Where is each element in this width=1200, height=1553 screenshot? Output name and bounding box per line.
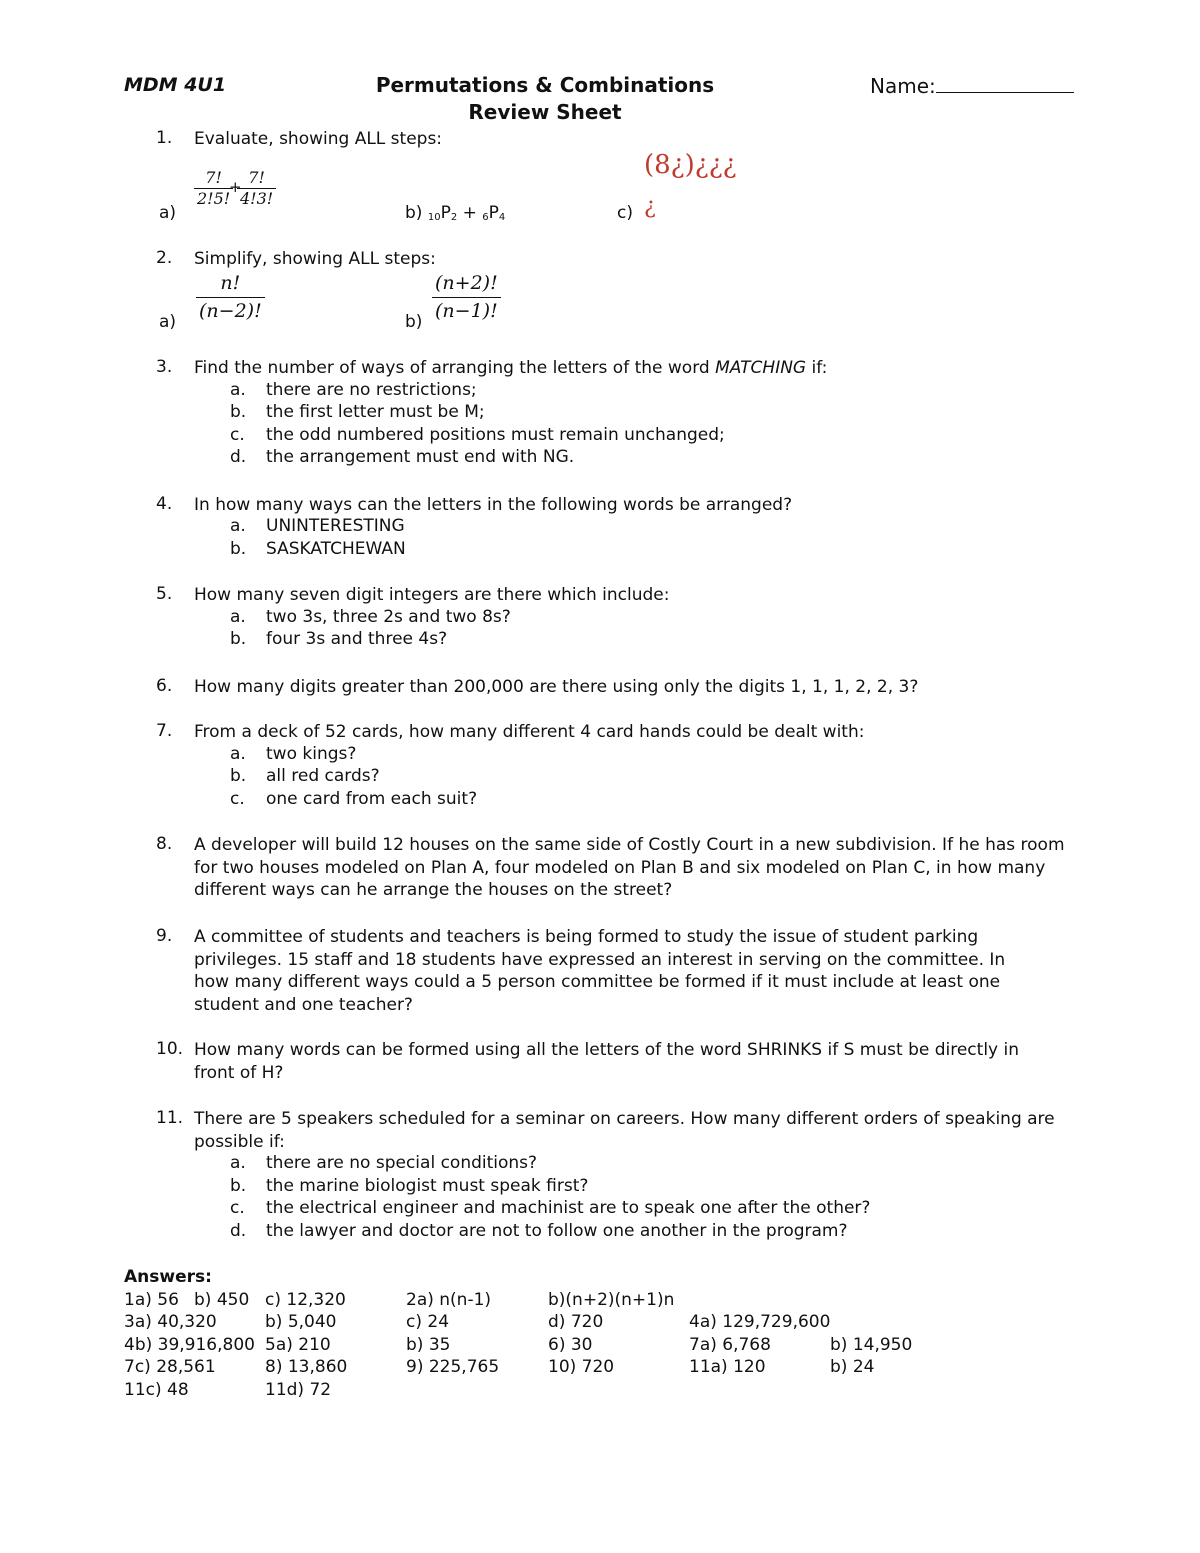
- q3-word: MATCHING: [715, 358, 807, 378]
- q2-b-numerator: (n+2)!: [432, 270, 501, 298]
- answer-cell: b) 14,950: [830, 1335, 913, 1355]
- answer-cell: 2a) n(n-1): [406, 1290, 492, 1310]
- q9-text: A committee of students and teachers is being formed to study the issue of student parking privileges. 15 staff and 18 students have expressed an interest in serving on the committee. In how many different ways could a 5 person committee be formed if it must include at least one student and one teacher?: [194, 927, 1006, 1015]
- answer-cell: 11a) 120: [689, 1357, 766, 1377]
- answer-cell: 7c) 28,561: [124, 1357, 216, 1377]
- answer-cell: 3a) 40,320: [124, 1312, 217, 1332]
- q1-a-frac1-numerator: 7!: [194, 168, 233, 189]
- answer-cell: b) 35: [406, 1335, 451, 1355]
- name-blank-line[interactable]: [936, 74, 1074, 93]
- q3-text-before: Find the number of ways of arranging the letters of the word: [194, 358, 716, 378]
- answer-cell: b) 5,040: [265, 1312, 337, 1332]
- q5-number: 5.: [156, 584, 173, 604]
- q6-text: How many digits greater than 200,000 are there using only the digits 1, 1, 1, 2, 2, 3?: [194, 677, 919, 697]
- name-label: Name:: [870, 74, 936, 98]
- answer-cell: 4b) 39,916,800: [124, 1335, 255, 1355]
- answer-cell: 8) 13,860: [265, 1357, 348, 1377]
- q1-b-p2: P: [488, 203, 499, 223]
- answer-cell: 7a) 6,768: [689, 1335, 771, 1355]
- answer-cell: d) 720: [548, 1312, 604, 1332]
- answer-cell: c) 12,320: [265, 1290, 346, 1310]
- q9-number: 9.: [156, 926, 173, 946]
- q3-number: 3.: [156, 357, 173, 377]
- q8-text: A developer will build 12 houses on the same side of Costly Court in a new subdivision. If he has room for two houses modeled on Plan A, four modeled on Plan B and six modeled on Plan C, in how many different ways can he arrange the houses on the street?: [194, 835, 1065, 901]
- answer-cell: b) 24: [830, 1357, 875, 1377]
- q10-text: How many words can be formed using all the letters of the word SHRINKS if S must be directly in front of H?: [194, 1040, 1020, 1083]
- q10-number: 10.: [156, 1039, 184, 1059]
- q1-b-sub1: 2: [450, 212, 458, 223]
- q11-text: There are 5 speakers scheduled for a seminar on careers. How many different orders of speaking are possible if:: [194, 1109, 1055, 1152]
- answers-heading: Answers:: [124, 1267, 212, 1287]
- answer-cell: 1a) 56: [124, 1290, 179, 1310]
- q1-a-frac1-denominator: 2!5!: [197, 189, 231, 208]
- q1-a-frac2-numerator: 7!: [237, 168, 276, 189]
- title-line-1: Permutations & Combinations: [375, 73, 715, 97]
- q5-text: How many seven digit integers are there which include:: [194, 585, 670, 605]
- answer-cell: 5a) 210: [265, 1335, 331, 1355]
- answer-cell: b) 450: [194, 1290, 250, 1310]
- q2-a-label: a): [159, 312, 177, 332]
- q1-b-label: b): [405, 203, 423, 223]
- q2-b-fraction: [432, 270, 501, 325]
- q1-b-pre2: 6: [482, 212, 489, 223]
- q7-text: From a deck of 52 cards, how many different 4 card hands could be dealt with:: [194, 722, 865, 742]
- q3-text: [194, 357, 1074, 380]
- answer-cell: c) 24: [406, 1312, 450, 1332]
- q2-number: 2.: [156, 248, 173, 268]
- q2-b-label: b): [405, 312, 423, 332]
- q1-c-expression-bottom: ¿: [644, 194, 656, 219]
- q2-b-denominator: (n−1)!: [435, 300, 498, 322]
- q1-b-sub2: 4: [498, 212, 506, 223]
- q1-a-frac2-denominator: 4!3!: [240, 189, 274, 208]
- q2-text: Simplify, showing ALL steps:: [194, 249, 436, 269]
- q1-b-plus: +: [457, 203, 483, 223]
- answer-cell: 4a) 129,729,600: [689, 1312, 831, 1332]
- q1-text: Evaluate, showing ALL steps:: [194, 129, 443, 149]
- q1-a-fraction-1: [194, 168, 233, 209]
- q7-number: 7.: [156, 721, 173, 741]
- answer-cell: 11d) 72: [265, 1380, 332, 1400]
- answer-cell: 11c) 48: [124, 1380, 189, 1400]
- q1-b: [405, 203, 505, 223]
- course-code: MDM 4U1: [124, 74, 227, 96]
- answer-cell: 9) 225,765: [406, 1357, 500, 1377]
- q1-c-expression-top: (8¿)¿¿¿: [644, 150, 737, 180]
- q11-number: 11.: [156, 1108, 184, 1128]
- title-line-2: Review Sheet: [468, 100, 622, 124]
- answer-cell: 10) 720: [548, 1357, 615, 1377]
- q1-a-plus: +: [229, 178, 242, 196]
- q4-text: In how many ways can the letters in the following words be arranged?: [194, 495, 793, 515]
- q3-text-after: if:: [806, 358, 828, 378]
- answer-cell: 6) 30: [548, 1335, 593, 1355]
- q6-number: 6.: [156, 676, 173, 696]
- name-field[interactable]: [870, 74, 1074, 98]
- q1-a-label: a): [159, 203, 177, 223]
- q2-a-fraction: [196, 270, 265, 325]
- q2-a-denominator: (n−2)!: [199, 300, 262, 322]
- q1-b-p1: P: [440, 203, 451, 223]
- q2-a-numerator: n!: [196, 270, 265, 298]
- q4-number: 4.: [156, 494, 173, 514]
- q1-a-fraction-2: [237, 168, 276, 209]
- q1-number: 1.: [156, 128, 173, 148]
- q8-number: 8.: [156, 834, 173, 854]
- q1-c-label: c): [617, 203, 633, 223]
- answer-cell: b)(n+2)(n+1)n: [548, 1290, 675, 1310]
- q1-b-pre1: 10: [427, 212, 441, 223]
